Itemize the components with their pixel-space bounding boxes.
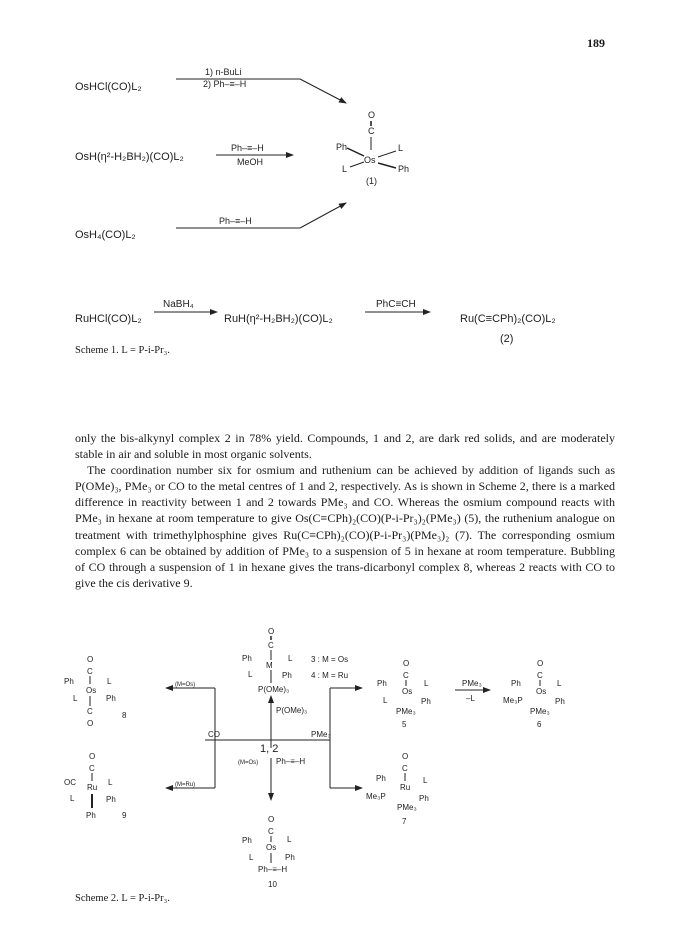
svg-text:L: L xyxy=(557,679,562,688)
svg-text:Ph: Ph xyxy=(106,795,116,804)
svg-text:Ph: Ph xyxy=(242,836,252,845)
svg-text:C: C xyxy=(89,764,95,773)
svg-text:9: 9 xyxy=(122,811,127,820)
svg-text:C: C xyxy=(537,671,543,680)
svg-text:PMe₃: PMe₃ xyxy=(396,707,416,716)
svg-text:Ph: Ph xyxy=(242,654,252,663)
svg-text:(M=Os): (M=Os) xyxy=(238,760,259,766)
svg-text:Ph: Ph xyxy=(555,697,565,706)
svg-text:PMe₃: PMe₃ xyxy=(397,803,417,812)
svg-text:Ph: Ph xyxy=(377,679,387,688)
svg-text:OC: OC xyxy=(64,778,76,787)
complex-7 xyxy=(366,752,429,826)
complex-10 xyxy=(242,815,295,889)
svg-text:C: C xyxy=(87,707,93,716)
svg-text:Ph: Ph xyxy=(421,697,431,706)
paragraph-1: only the bis-alkynyl complex 2 in 78% yield. Compounds, 1 and 2, are dark red solids, and are moderately stable in air and soluble in most organic solvents. xyxy=(75,431,615,462)
svg-text:Ph: Ph xyxy=(511,679,521,688)
svg-text:4 : M = Ru: 4 : M = Ru xyxy=(311,671,349,680)
scheme2 xyxy=(64,627,565,889)
svg-text:L: L xyxy=(287,835,292,844)
svg-text:7: 7 xyxy=(402,817,407,826)
svg-text:Me₃P: Me₃P xyxy=(503,696,523,705)
svg-text:Ph–≡–H: Ph–≡–H xyxy=(231,143,264,153)
paragraph-2: The coordination number six for osmium and ruthenium can be achieved by addition of ligands such as P(OMe)₃, PMe₃ or CO to the metal centres of 1 and 2, respectively. As is shown in Scheme 2, there is a marked difference in reactivity between 1 and 2 towards PMe₃ and CO. Whereas the osmium compound reacts with PMe₃ in hexane at room temperature to give Os(C≡CPh)₂(CO)(P-i-Pr₃)₂(PMe₃) (5), the ruthenium analogue on treatment with trimethylphosphine gives Ru(C≡CPh)₂(CO)(P-i-Pr₃)(PMe₃)₂ (7). The corresponding osmium complex 6 can be obtained by addition of PMe₃ to a suspension of 5 in hexane at room temperature. Bubbling of CO through a suspension of 1 in hexane gives the trans-dicarbonyl complex 8, whereas 2 reacts with CO to give the cis derivative 9. xyxy=(75,463,615,590)
svg-text:O: O xyxy=(368,110,376,120)
svg-text:(M=Ru): (M=Ru) xyxy=(175,782,196,788)
svg-text:C: C xyxy=(268,641,274,650)
svg-text:(1): (1) xyxy=(366,176,377,186)
svg-text:1) n-BuLi: 1) n-BuLi xyxy=(205,67,242,77)
svg-text:Ru: Ru xyxy=(400,783,411,792)
svg-text:O: O xyxy=(537,659,544,668)
svg-text:O: O xyxy=(268,815,275,824)
svg-text:Os: Os xyxy=(536,687,547,696)
complex-5 xyxy=(377,659,431,729)
complex-6 xyxy=(503,659,565,729)
svg-text:Ph–≡–H: Ph–≡–H xyxy=(276,757,306,766)
scheme2-caption: Scheme 2. L = P-i-Pr₃. xyxy=(75,893,170,904)
svg-text:Ph: Ph xyxy=(398,164,410,174)
svg-text:L: L xyxy=(342,164,348,174)
center-compounds: 1, 2 xyxy=(260,743,279,755)
svg-text:Ph: Ph xyxy=(419,794,429,803)
svg-text:(M=Os): (M=Os) xyxy=(175,682,196,688)
complex-3-4 xyxy=(242,627,348,694)
ru-start: RuHCl(CO)L₂ xyxy=(75,313,142,325)
svg-text:L: L xyxy=(73,694,78,703)
svg-text:5: 5 xyxy=(402,720,407,729)
svg-text:(2): (2) xyxy=(500,333,514,345)
svg-text:Os: Os xyxy=(364,155,376,165)
svg-text:L: L xyxy=(383,696,388,705)
body-text xyxy=(75,430,615,591)
svg-text:L: L xyxy=(249,853,254,862)
svg-text:Ru: Ru xyxy=(87,783,98,792)
reactant-osh-bh4: OsH(η²-H₂BH₂)(CO)L₂ xyxy=(75,151,184,163)
svg-text:L: L xyxy=(248,670,253,679)
svg-text:C: C xyxy=(402,764,408,773)
ru-product: Ru(C≡CPh)₂(CO)L₂ xyxy=(460,313,556,325)
scheme1 xyxy=(75,67,556,345)
svg-text:10: 10 xyxy=(268,880,277,889)
complex-8 xyxy=(64,655,127,728)
svg-text:8: 8 xyxy=(122,711,127,720)
svg-text:Os: Os xyxy=(266,843,277,852)
page-number: 189 xyxy=(587,36,605,50)
complex-9 xyxy=(64,752,127,820)
svg-text:L: L xyxy=(423,776,428,785)
svg-text:P(OMe)₃: P(OMe)₃ xyxy=(258,685,290,694)
svg-text:NaBH₄: NaBH₄ xyxy=(163,299,194,310)
svg-text:Ph: Ph xyxy=(64,677,74,686)
reactant-oshcl: OsHCl(CO)L₂ xyxy=(75,81,142,93)
svg-text:Ph: Ph xyxy=(106,694,116,703)
svg-text:C: C xyxy=(87,667,93,676)
svg-text:Ph: Ph xyxy=(336,142,348,152)
svg-text:CO: CO xyxy=(208,730,220,739)
svg-text:O: O xyxy=(87,655,94,664)
complex-1-structure xyxy=(336,110,409,186)
svg-text:P(OMe)₃: P(OMe)₃ xyxy=(276,706,308,715)
svg-text:O: O xyxy=(87,719,94,728)
svg-text:C: C xyxy=(268,827,274,836)
svg-text:O: O xyxy=(402,752,409,761)
svg-text:L: L xyxy=(424,679,429,688)
svg-text:–L: –L xyxy=(466,694,475,703)
svg-text:PhC≡CH: PhC≡CH xyxy=(376,299,416,310)
svg-text:Os: Os xyxy=(86,686,97,695)
svg-text:Ph: Ph xyxy=(376,774,386,783)
svg-text:PMe₃: PMe₃ xyxy=(530,707,550,716)
svg-text:Ph: Ph xyxy=(282,671,292,680)
svg-text:O: O xyxy=(268,627,275,636)
svg-text:Ph: Ph xyxy=(86,811,96,820)
svg-text:L: L xyxy=(288,654,293,663)
svg-text:L: L xyxy=(107,677,112,686)
svg-text:C: C xyxy=(403,671,409,680)
svg-text:L: L xyxy=(398,143,404,153)
svg-text:PMe₃: PMe₃ xyxy=(311,730,331,739)
svg-text:Me₃P: Me₃P xyxy=(366,792,386,801)
svg-text:L: L xyxy=(70,794,75,803)
scheme1-caption: Scheme 1. L = P-i-Pr₃. xyxy=(75,345,170,356)
svg-text:L: L xyxy=(108,778,113,787)
ru-intermediate: RuH(η²-H₂BH₂)(CO)L₂ xyxy=(224,313,333,325)
svg-text:O: O xyxy=(89,752,96,761)
svg-text:Ph: Ph xyxy=(285,853,295,862)
reactant-osh4: OsH₄(CO)L₂ xyxy=(75,229,136,241)
svg-text:MeOH: MeOH xyxy=(237,157,264,167)
svg-text:6: 6 xyxy=(537,720,542,729)
svg-text:C: C xyxy=(368,126,375,136)
svg-text:O: O xyxy=(403,659,410,668)
svg-text:Os: Os xyxy=(402,687,413,696)
svg-text:2) Ph–≡–H: 2) Ph–≡–H xyxy=(203,79,247,89)
svg-text:M: M xyxy=(266,661,273,670)
svg-text:PMe₃: PMe₃ xyxy=(462,679,482,688)
svg-text:3 : M = Os: 3 : M = Os xyxy=(311,655,349,664)
svg-text:Ph–≡–H: Ph–≡–H xyxy=(258,865,288,874)
svg-text:Ph–≡–H: Ph–≡–H xyxy=(219,216,252,226)
